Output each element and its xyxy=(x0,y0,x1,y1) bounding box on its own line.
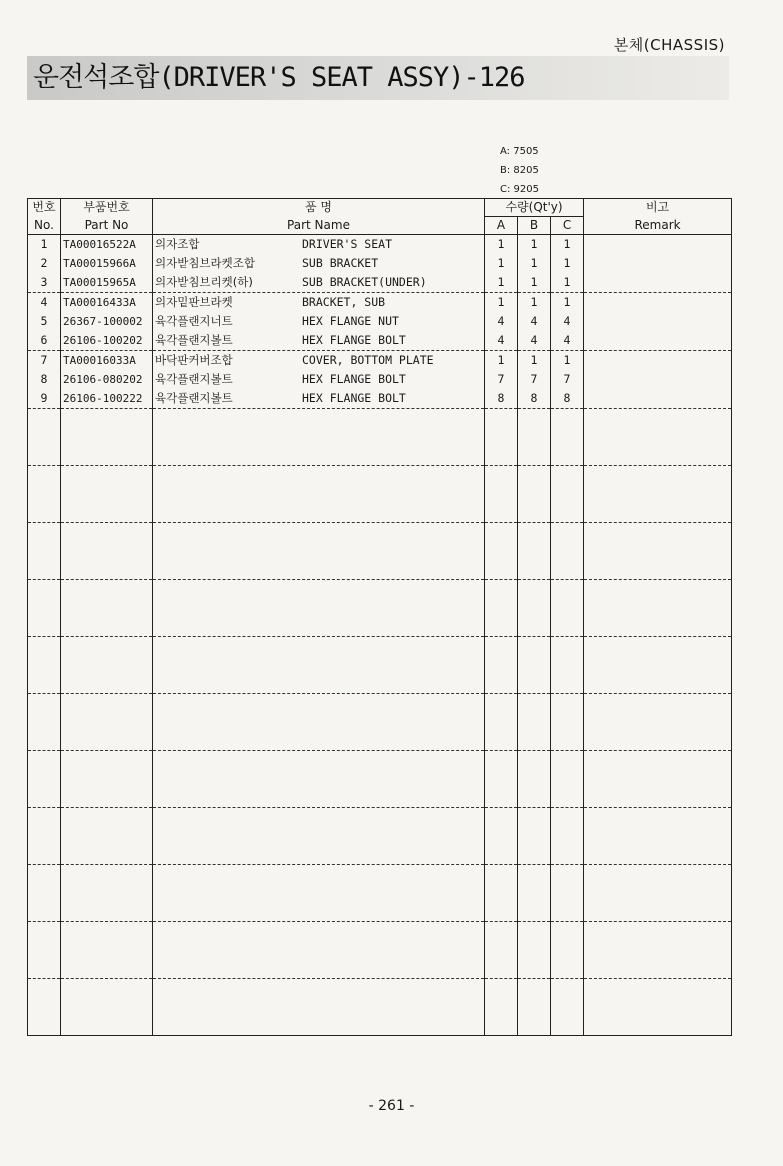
part-name xyxy=(153,331,485,351)
row-number: 1 xyxy=(28,235,61,255)
empty-cell xyxy=(551,922,584,979)
empty-cell xyxy=(485,979,518,1036)
empty-cell xyxy=(584,808,732,865)
header-qty-c: C xyxy=(551,217,584,235)
empty-cell xyxy=(153,466,485,523)
header-name-en: Part Name xyxy=(153,217,485,235)
remark-cell xyxy=(584,235,732,255)
part-number: 26367-100002 xyxy=(61,312,153,331)
qty-a: 1 xyxy=(485,254,518,273)
empty-cell xyxy=(551,523,584,580)
part-name-kr: 육각플랜지너트 xyxy=(155,314,233,328)
empty-cell xyxy=(28,751,61,808)
empty-cell xyxy=(518,637,551,694)
empty-cell xyxy=(485,637,518,694)
empty-cell xyxy=(485,751,518,808)
empty-row xyxy=(28,580,732,637)
qty-c: 1 xyxy=(551,273,584,293)
row-number: 4 xyxy=(28,293,61,313)
empty-cell xyxy=(61,865,153,922)
empty-cell xyxy=(485,865,518,922)
empty-cell xyxy=(153,580,485,637)
part-name xyxy=(153,254,485,273)
row-number: 7 xyxy=(28,351,61,371)
table-row xyxy=(28,351,732,371)
row-number: 3 xyxy=(28,273,61,293)
empty-cell xyxy=(28,637,61,694)
remark-cell xyxy=(584,351,732,371)
part-name-kr: 의자밑판브라켓 xyxy=(155,295,233,309)
empty-cell xyxy=(61,922,153,979)
qty-a: 1 xyxy=(485,293,518,313)
part-name-kr: 육각플랜지볼트 xyxy=(155,333,233,347)
part-name-en: HEX FLANGE BOLT xyxy=(302,391,406,405)
qty-a: 1 xyxy=(485,273,518,293)
remark-cell xyxy=(584,273,732,293)
header-qty: 수량(Qt'y) xyxy=(485,199,584,217)
empty-cell xyxy=(551,694,584,751)
qty-c: 1 xyxy=(551,235,584,255)
part-number: 26106-080202 xyxy=(61,370,153,389)
empty-cell xyxy=(153,979,485,1036)
empty-cell xyxy=(485,694,518,751)
empty-cell xyxy=(28,979,61,1036)
empty-cell xyxy=(28,922,61,979)
part-name xyxy=(153,293,485,313)
part-name-kr: 육각플랜지볼트 xyxy=(155,391,233,405)
qty-c: 1 xyxy=(551,254,584,273)
empty-cell xyxy=(584,637,732,694)
part-name-en: BRACKET, SUB xyxy=(302,295,386,309)
remark-cell xyxy=(584,370,732,389)
qty-b: 1 xyxy=(518,351,551,371)
part-name xyxy=(153,273,485,293)
empty-cell xyxy=(518,466,551,523)
row-number: 5 xyxy=(28,312,61,331)
empty-cell xyxy=(485,922,518,979)
part-number: TA00016433A xyxy=(61,293,153,313)
empty-cell xyxy=(518,922,551,979)
empty-cell xyxy=(551,580,584,637)
header-remark-en: Remark xyxy=(584,217,732,235)
empty-cell xyxy=(518,580,551,637)
empty-cell xyxy=(28,523,61,580)
empty-cell xyxy=(584,694,732,751)
empty-cell xyxy=(153,808,485,865)
empty-cell xyxy=(153,637,485,694)
part-number: TA00016522A xyxy=(61,235,153,255)
part-number: 26106-100222 xyxy=(61,389,153,409)
empty-cell xyxy=(61,808,153,865)
empty-cell xyxy=(153,922,485,979)
empty-cell xyxy=(518,751,551,808)
remark-cell xyxy=(584,254,732,273)
table-row xyxy=(28,293,732,313)
part-name-kr: 의자받침브리켓(하) xyxy=(155,275,253,289)
part-name-en: COVER, BOTTOM PLATE xyxy=(302,353,434,367)
row-number: 2 xyxy=(28,254,61,273)
remark-cell xyxy=(584,331,732,351)
part-name-kr: 의자받침브라켓조합 xyxy=(155,256,255,270)
qty-b: 1 xyxy=(518,273,551,293)
empty-cell xyxy=(518,808,551,865)
part-number: TA00015966A xyxy=(61,254,153,273)
model-legend xyxy=(500,142,539,199)
header-no-en: No. xyxy=(28,217,61,235)
table-row xyxy=(28,254,732,273)
header-qty-a: A xyxy=(485,217,518,235)
model-b: B: 8205 xyxy=(500,165,539,176)
row-number: 8 xyxy=(28,370,61,389)
part-name-en: HEX FLANGE BOLT xyxy=(302,333,406,347)
empty-row xyxy=(28,979,732,1036)
empty-cell xyxy=(28,808,61,865)
empty-cell xyxy=(153,409,485,466)
qty-a: 4 xyxy=(485,331,518,351)
header-qty-b: B xyxy=(518,217,551,235)
table-row xyxy=(28,331,732,351)
row-number: 6 xyxy=(28,331,61,351)
qty-a: 4 xyxy=(485,312,518,331)
qty-a: 1 xyxy=(485,235,518,255)
empty-row xyxy=(28,637,732,694)
remark-cell xyxy=(584,312,732,331)
empty-cell xyxy=(28,409,61,466)
qty-c: 4 xyxy=(551,331,584,351)
part-name xyxy=(153,351,485,371)
empty-row xyxy=(28,808,732,865)
qty-a: 8 xyxy=(485,389,518,409)
part-name-en: HEX FLANGE NUT xyxy=(302,314,399,328)
empty-cell xyxy=(518,865,551,922)
empty-cell xyxy=(584,409,732,466)
empty-cell xyxy=(28,865,61,922)
page-number: - 261 - xyxy=(368,1098,415,1114)
qty-c: 7 xyxy=(551,370,584,389)
empty-cell xyxy=(551,979,584,1036)
empty-row xyxy=(28,694,732,751)
empty-cell xyxy=(61,580,153,637)
qty-b: 7 xyxy=(518,370,551,389)
header-part-kr: 부품번호 xyxy=(61,199,153,217)
table-row xyxy=(28,389,732,409)
part-number: TA00015965A xyxy=(61,273,153,293)
model-c: C: 9205 xyxy=(500,184,539,195)
empty-cell xyxy=(61,637,153,694)
part-name-kr: 육각플랜지볼트 xyxy=(155,372,233,386)
title-bar xyxy=(27,56,729,100)
part-name-en: DRIVER'S SEAT xyxy=(302,237,393,251)
part-name-kr: 의자조합 xyxy=(155,237,200,251)
empty-cell xyxy=(584,979,732,1036)
qty-b: 4 xyxy=(518,331,551,351)
section-label: 본체(CHASSIS) xyxy=(613,36,725,54)
empty-cell xyxy=(485,580,518,637)
table-row xyxy=(28,273,732,293)
qty-c: 8 xyxy=(551,389,584,409)
qty-a: 1 xyxy=(485,351,518,371)
empty-cell xyxy=(551,865,584,922)
empty-cell xyxy=(153,751,485,808)
empty-cell xyxy=(551,637,584,694)
empty-cell xyxy=(28,694,61,751)
empty-cell xyxy=(584,865,732,922)
qty-a: 7 xyxy=(485,370,518,389)
empty-cell xyxy=(584,751,732,808)
table-row xyxy=(28,235,732,255)
table-row xyxy=(28,312,732,331)
empty-row xyxy=(28,865,732,922)
empty-cell xyxy=(551,751,584,808)
empty-cell xyxy=(518,409,551,466)
empty-cell xyxy=(153,694,485,751)
empty-row xyxy=(28,751,732,808)
part-name-en: SUB BRACKET(UNDER) xyxy=(302,275,427,289)
empty-cell xyxy=(551,466,584,523)
parts-table xyxy=(27,198,732,1036)
part-name-en: HEX FLANGE BOLT xyxy=(302,372,406,386)
header-part-en: Part No xyxy=(61,217,153,235)
qty-b: 1 xyxy=(518,293,551,313)
empty-cell xyxy=(485,808,518,865)
empty-cell xyxy=(518,694,551,751)
empty-cell xyxy=(551,808,584,865)
empty-cell xyxy=(518,979,551,1036)
empty-cell xyxy=(28,466,61,523)
empty-row xyxy=(28,409,732,466)
qty-b: 1 xyxy=(518,254,551,273)
page-title: 운전석조합(DRIVER'S SEAT ASSY)-126 xyxy=(33,62,525,93)
header-no-kr: 번호 xyxy=(28,199,61,217)
empty-row xyxy=(28,523,732,580)
qty-b: 8 xyxy=(518,389,551,409)
part-name-en: SUB BRACKET xyxy=(302,256,379,270)
part-name xyxy=(153,370,485,389)
empty-cell xyxy=(518,523,551,580)
header-remark-kr: 비고 xyxy=(584,199,732,217)
remark-cell xyxy=(584,389,732,409)
part-number: TA00016033A xyxy=(61,351,153,371)
empty-cell xyxy=(61,694,153,751)
empty-cell xyxy=(61,523,153,580)
empty-cell xyxy=(485,466,518,523)
empty-cell xyxy=(61,466,153,523)
empty-cell xyxy=(28,580,61,637)
empty-cell xyxy=(584,922,732,979)
empty-cell xyxy=(153,523,485,580)
empty-cell xyxy=(61,979,153,1036)
empty-cell xyxy=(61,409,153,466)
qty-b: 1 xyxy=(518,235,551,255)
qty-c: 1 xyxy=(551,351,584,371)
part-name xyxy=(153,235,485,255)
qty-c: 4 xyxy=(551,312,584,331)
part-name-kr: 바닥판커버조합 xyxy=(155,353,233,367)
part-number: 26106-100202 xyxy=(61,331,153,351)
empty-row xyxy=(28,922,732,979)
remark-cell xyxy=(584,293,732,313)
table-row xyxy=(28,370,732,389)
empty-cell xyxy=(485,409,518,466)
empty-cell xyxy=(61,751,153,808)
row-number: 9 xyxy=(28,389,61,409)
empty-cell xyxy=(153,865,485,922)
empty-cell xyxy=(584,466,732,523)
empty-cell xyxy=(584,523,732,580)
header-name-kr: 품 명 xyxy=(153,199,485,217)
parts-table-body xyxy=(28,235,732,1036)
part-name xyxy=(153,389,485,409)
model-a: A: 7505 xyxy=(500,146,539,157)
empty-cell xyxy=(551,409,584,466)
qty-c: 1 xyxy=(551,293,584,313)
qty-b: 4 xyxy=(518,312,551,331)
part-name xyxy=(153,312,485,331)
empty-row xyxy=(28,466,732,523)
empty-cell xyxy=(584,580,732,637)
empty-cell xyxy=(485,523,518,580)
